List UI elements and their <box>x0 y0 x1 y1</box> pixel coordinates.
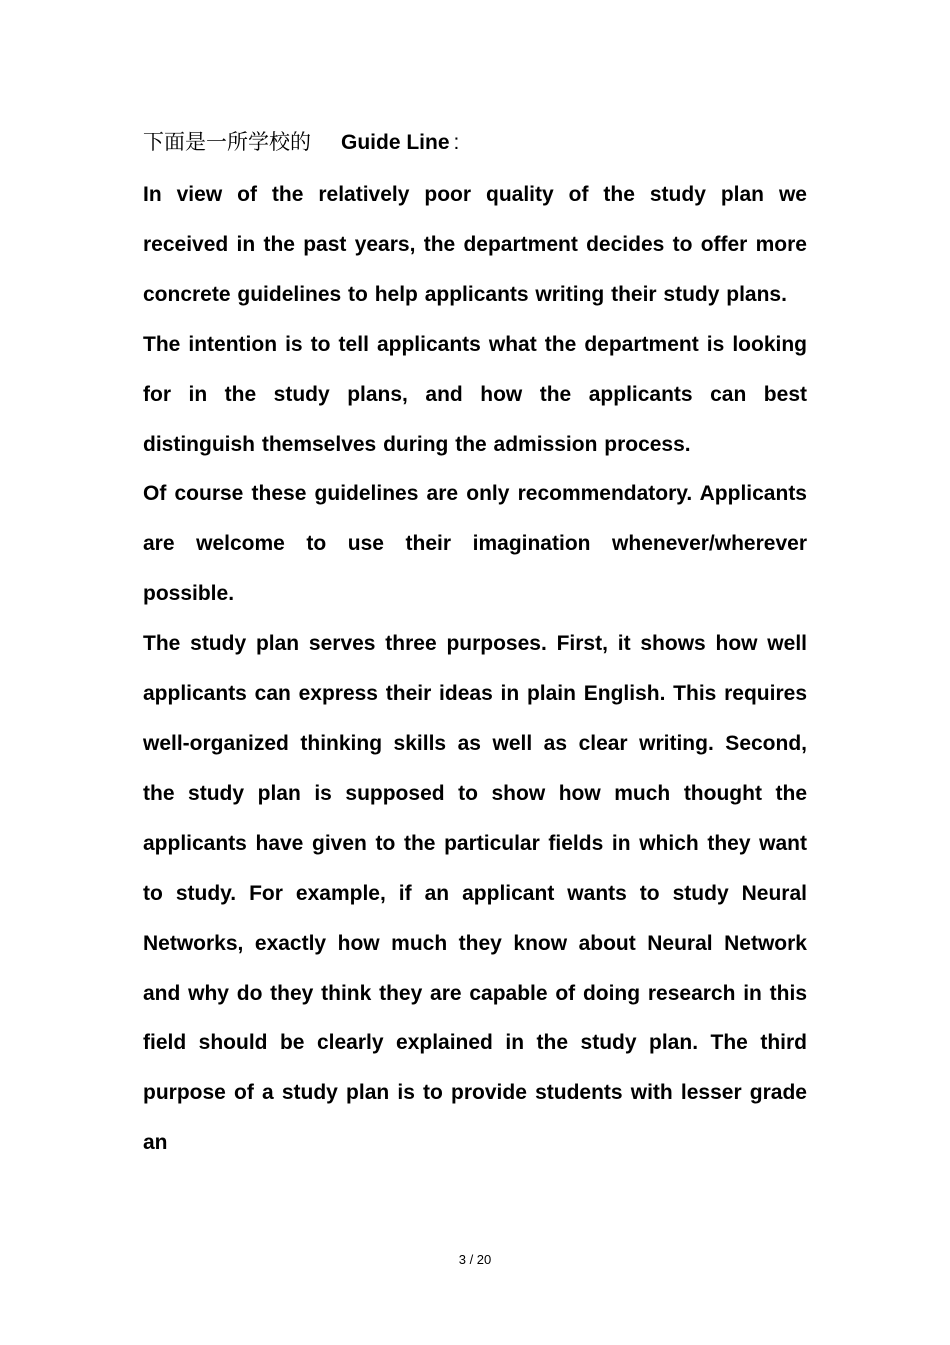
page-number: 3 / 20 <box>458 1252 492 1267</box>
heading-colon: : <box>453 131 460 154</box>
paragraph-intro: In view of the relatively poor quality of the study plan we received in the past years, the department decides to offer more concrete guidelines to help applicants writing their study plans. <box>143 183 807 306</box>
heading-english-text: Guide Line <box>341 131 450 154</box>
paragraph-intention: The intention is to tell applicants what the department is looking for in the study plans, and how the applicants can best distinguish themselves during the admission process. <box>143 332 807 456</box>
body-text <box>143 170 807 1168</box>
paragraph-purposes: The study plan serves three purposes. First, it shows how well applicants can express their ideas in plain English. This requires well-organized thinking skills as well as clear writing. Second, the study plan is supposed to show how much thought the applicants have given to the particular fields in which they want to study. For example, if an applicant wants to study Neural Networks, exactly how much they know about Neural Network and why do they think they are capable of doing research in this field should be clearly explained in the study plan. The third purpose of a study plan is to provide students with lesser grade an <box>143 632 807 1155</box>
guideline-heading <box>143 126 459 159</box>
heading-chinese-text: 下面是一所学校的 <box>143 130 311 154</box>
paragraph-recommendatory: Of course these guidelines are only recommendatory. Applicants are welcome to use their imagination whenever/wherever possible. <box>143 482 807 606</box>
